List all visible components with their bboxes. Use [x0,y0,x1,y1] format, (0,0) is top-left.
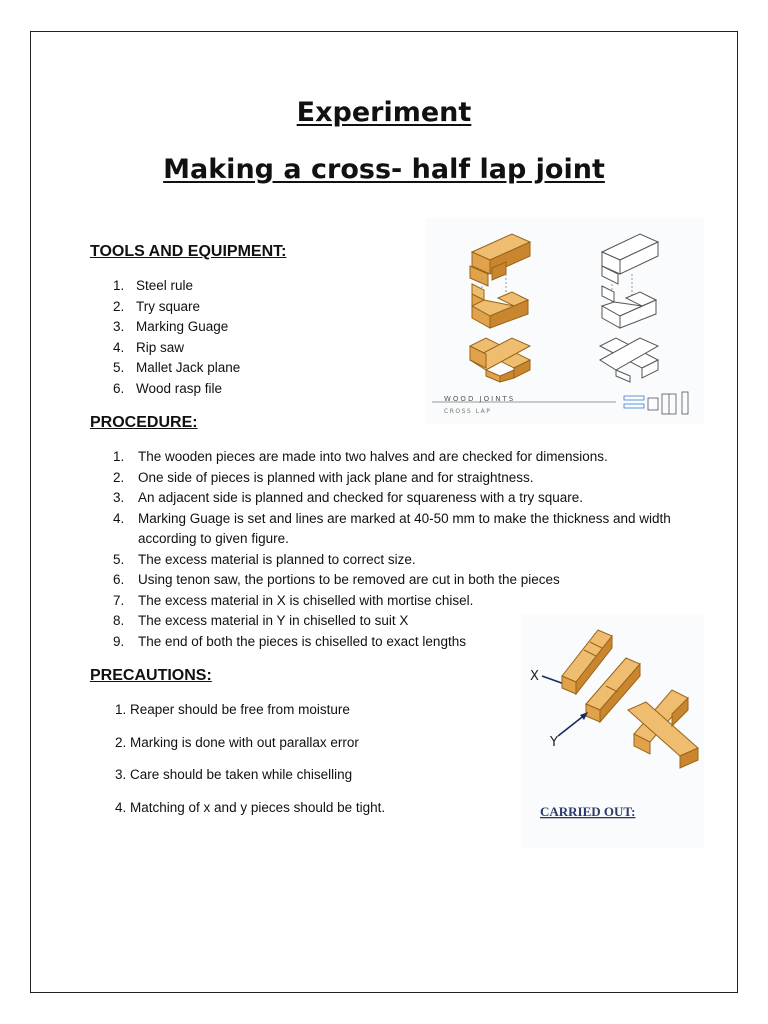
page-title: Experiment [296,97,472,128]
page-subtitle: Making a cross- half lap joint [163,154,605,185]
lineart-bottom-piece [602,286,656,328]
colored-top-piece [470,234,530,286]
colored-bottom-piece [472,284,528,328]
list-item: 3. An adjacent side is planned and checked for squareness with a try square. [113,490,584,505]
label-x: X [530,669,539,684]
carried-out-illustration [522,614,704,848]
list-item: 1. The wooden pieces are made into two halves and are checked for dimensions. [113,449,608,464]
list-item: 2. One side of pieces is planned with jack plane and for straightness. [113,469,534,485]
list-item: 8. The excess material in Y in chiselled to suit X [113,613,409,628]
figure-caption-sub: CROSS LAP [444,408,492,415]
precautions-list [115,700,385,830]
label-y: Y [550,735,558,750]
procedure-heading: PROCEDURE: [90,414,198,431]
precautions-heading: PRECAUTIONS: [90,667,212,684]
list-item: 3. Marking Guage [113,319,229,334]
list-item: 4. Matching of x and y pieces should be tight. [115,799,386,815]
carried-out-figure [522,614,704,848]
list-item: 7. The excess material in X is chiselled with mortise chisel. [113,592,474,608]
list-item: 9. The end of both the pieces is chiselled to exact lengths [113,633,466,649]
list-item: 1. Reaper should be free from moisture [115,702,350,717]
carried-out-caption: CARRIED OUT: [540,804,636,819]
lineart-assembled-cross [600,338,658,382]
colored-assembled-cross [470,338,530,382]
list-item: 6. Wood rasp file [113,380,223,396]
list-item: 1. Steel rule [113,278,194,293]
wood-joints-figure [426,218,704,424]
list-item: 5. Mallet Jack plane [113,360,241,375]
tools-list [113,276,240,399]
list-item: 6. Using tenon saw, the portions to be removed are cut in both the pieces [113,572,560,587]
cross-lap-illustration [426,218,704,424]
list-item: 4. Marking Guage is set and lines are marked at 40-50 mm to make the thickness and width according to given figure. [113,510,671,546]
assembled-cross [628,690,698,768]
list-item: 3. Care should be taken while chiselling [115,767,353,782]
list-item: 5. The excess material is planned to correct size. [113,551,416,567]
list-item: 2. Marking is done with out parallax error [115,734,359,750]
mini-schematic [624,392,688,414]
tools-heading: TOOLS AND EQUIPMENT: [90,243,287,260]
figure-caption-main: WOOD JOINTS [444,395,516,403]
list-item: 2. Try square [113,298,201,314]
lineart-top-piece [602,234,658,284]
list-item: 4. Rip saw [113,339,185,355]
